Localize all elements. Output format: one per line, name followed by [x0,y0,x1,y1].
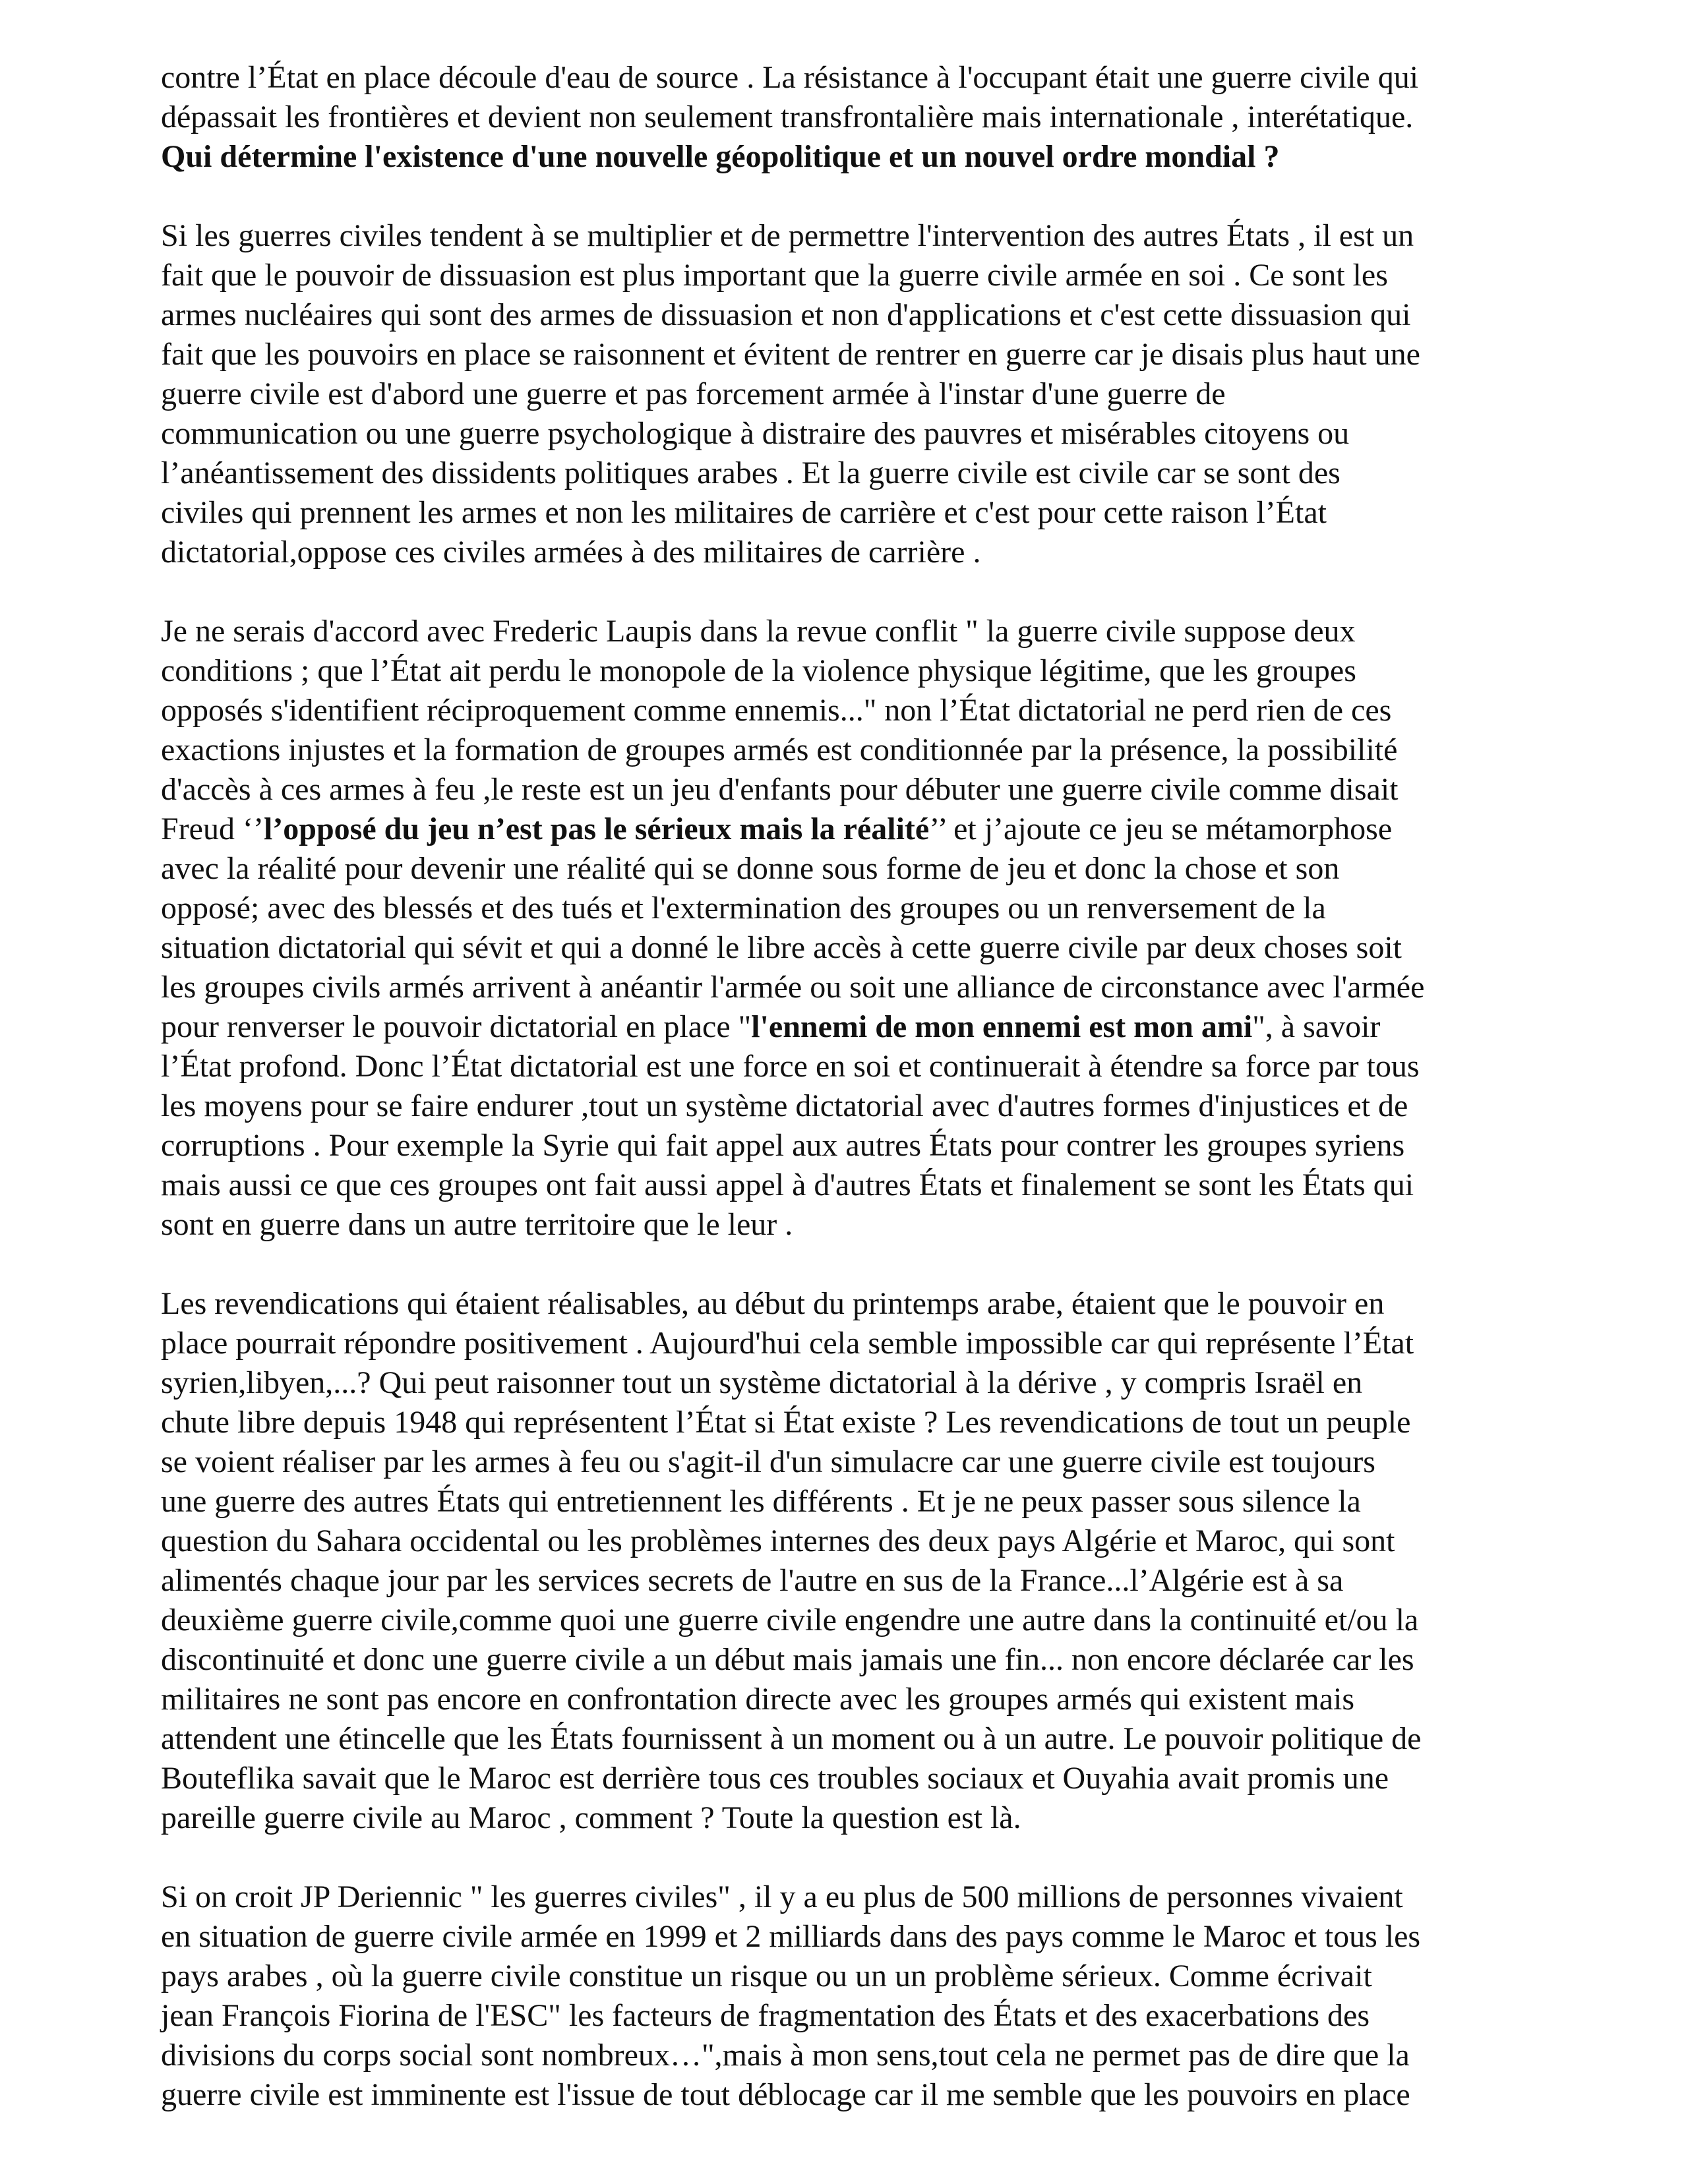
text-run: dictatorial,oppose ces civiles armées à des militaires de carrière . [161,535,981,570]
text-run: pour renverser le pouvoir dictatorial en place " [161,1009,752,1044]
text-line [161,1126,1535,1166]
text-run: fait que le pouvoir de dissuasion est plus important que la guerre civile armée en soi . Ce sont les [161,258,1388,293]
text-run: civiles qui prennent les armes et non les militaires de carrière et c'est pour cette raison l’État [161,495,1327,530]
text-run: les groupes civils armés arrivent à anéantir l'armée ou soit une alliance de circonstance avec l'armée [161,970,1425,1005]
text-run: opposés s'identifient réciproquement comme ennemis..." non l’État dictatorial ne perd rien de ces [161,693,1392,728]
text-line [161,1007,1535,1047]
text-run: Je ne serais d'accord avec Frederic Laupis dans la revue conflit " la guerre civile suppose deux [161,614,1356,649]
bold-text: l'ennemi de mon ennemi est mon ami [751,1009,1253,1044]
text-line [161,1047,1535,1086]
text-run: place pourrait répondre positivement . Aujourd'hui cela semble impossible car qui représente l’État [161,1326,1414,1361]
text-line [161,1917,1535,1957]
text-line [161,1086,1535,1126]
text-run: une guerre des autres États qui entretiennent les différents . Et je ne peux passer sous silence la [161,1484,1361,1519]
text-line [161,2036,1535,2075]
text-run: pays arabes , où la guerre civile constitue un risque ou un un problème sérieux. Comme écrivait [161,1959,1372,1993]
text-run: Freud ‘’ [161,812,264,846]
text-run: ’’ et j’ajoute ce jeu se métamorphose [929,812,1393,846]
paragraph [161,58,1535,177]
text-line [161,137,1535,177]
text-run: chute libre depuis 1948 qui représentent l’État si État existe ? Les revendications de tout un peuple [161,1405,1411,1440]
text-line [161,533,1535,572]
text-run: guerre civile est d'abord une guerre et pas forcement armée à l'instar d'une guerre de [161,376,1226,411]
text-run: deuxième guerre civile,comme quoi une guerre civile engendre une autre dans la continuité et/ou la [161,1603,1419,1638]
text-run: Bouteflika savait que le Maroc est derrière tous ces troubles sociaux et Ouyahia avait promis une [161,1761,1389,1796]
text-line [161,889,1535,928]
text-line [161,216,1535,256]
text-run: Les revendications qui étaient réalisables, au début du printemps arabe, étaient que le pouvoir en [161,1286,1385,1321]
text-line [161,1719,1535,1759]
paragraph [161,216,1535,572]
text-run: syrien,libyen,...? Qui peut raisonner tout un système dictatorial à la dérive , y compris Israël en [161,1365,1363,1400]
text-line [161,2075,1535,2115]
paragraph [161,1877,1535,2115]
text-line [161,1324,1535,1363]
text-line [161,414,1535,454]
text-line [161,335,1535,374]
text-run: se voient réaliser par les armes à feu ou s'agit-il d'un simulacre car une guerre civile est toujours [161,1444,1375,1479]
text-line [161,1521,1535,1561]
text-line [161,1877,1535,1917]
text-run: militaires ne sont pas encore en confrontation directe avec les groupes armés qui existent mais [161,1682,1355,1717]
text-run: question du Sahara occidental ou les problèmes internes des deux pays Algérie et Maroc, qui sont [161,1523,1395,1558]
text-line [161,58,1535,98]
text-line [161,1798,1535,1838]
text-run: attendent une étincelle que les États fournissent à un moment ou à un autre. Le pouvoir politique de [161,1721,1422,1756]
text-run: l’État profond. Donc l’État dictatorial est une force en soi et continuerait à étendre sa force par tous [161,1049,1420,1084]
text-line [161,1284,1535,1324]
text-run: pareille guerre civile au Maroc , comment ? Toute la question est là. [161,1800,1021,1835]
text-line [161,1482,1535,1521]
text-line [161,1561,1535,1601]
text-line [161,1442,1535,1482]
text-run: Si les guerres civiles tendent à se multiplier et de permettre l'intervention des autres États , il est un [161,218,1414,253]
text-line [161,1403,1535,1442]
text-run: les moyens pour se faire endurer ,tout un système dictatorial avec d'autres formes d'injustices et de [161,1088,1408,1123]
text-line [161,651,1535,691]
text-line [161,730,1535,770]
text-run: armes nucléaires qui sont des armes de dissuasion et non d'applications et c'est cette dissuasion qui [161,297,1411,332]
text-run: jean François Fiorina de l'ESC" les facteurs de fragmentation des États et des exacerbations des [161,1998,1370,2033]
text-run: guerre civile est imminente est l'issue de tout déblocage car il me semble que les pouvoirs en place [161,2077,1410,2112]
text-line [161,968,1535,1007]
text-run: en situation de guerre civile armée en 1999 et 2 milliards dans des pays comme le Maroc et tous les [161,1919,1421,1954]
text-line [161,1957,1535,1996]
text-run: l’anéantissement des dissidents politiques arabes . Et la guerre civile est civile car se sont des [161,456,1341,490]
text-run: sont en guerre dans un autre territoire que le leur . [161,1207,793,1242]
text-line [161,1640,1535,1680]
text-run: situation dictatorial qui sévit et qui a donné le libre accès à cette guerre civile par deux choses soit [161,930,1402,965]
text-line [161,493,1535,533]
text-line [161,374,1535,414]
bold-text: l’opposé du jeu n’est pas le sérieux mais la réalité [263,812,930,846]
text-line [161,1166,1535,1205]
text-line [161,1759,1535,1798]
text-run: ", à savoir [1252,1009,1381,1044]
text-run: fait que les pouvoirs en place se raisonnent et évitent de rentrer en guerre car je disais plus haut une [161,337,1420,372]
text-run: d'accès à ces armes à feu ,le reste est un jeu d'enfants pour débuter une guerre civile comme disait [161,772,1399,807]
text-line [161,810,1535,849]
text-line [161,98,1535,137]
text-run: mais aussi ce que ces groupes ont fait aussi appel à d'autres États et finalement se sont les États qui [161,1167,1414,1202]
text-line [161,454,1535,493]
text-line [161,1363,1535,1403]
text-line [161,849,1535,889]
text-run: communication ou une guerre psychologique à distraire des pauvres et misérables citoyens ou [161,416,1350,451]
text-line [161,1996,1535,2036]
text-run: conditions ; que l’État ait perdu le monopole de la violence physique légitime, que les groupes [161,653,1356,688]
text-run: opposé; avec des blessés et des tués et l'extermination des groupes ou un renversement de la [161,891,1326,926]
document-page [161,58,1535,2154]
text-line [161,770,1535,810]
text-run: divisions du corps social sont nombreux…",mais à mon sens,tout cela ne permet pas de dire que la [161,2038,1410,2073]
text-run: Si on croit JP Deriennic " les guerres civiles" , il y a eu plus de 500 millions de personnes vivaient [161,1879,1403,1914]
text-run: discontinuité et donc une guerre civile a un début mais jamais une fin... non encore déclarée car les [161,1642,1414,1677]
paragraph [161,1284,1535,1838]
bold-text: Qui détermine l'existence d'une nouvelle géopolitique et un nouvel ordre mondial ? [161,139,1280,174]
text-line [161,295,1535,335]
text-run: dépassait les frontières et devient non seulement transfrontalière mais internationale , interétatique. [161,100,1414,134]
text-run: corruptions . Pour exemple la Syrie qui fait appel aux autres États pour contrer les groupes syriens [161,1128,1405,1163]
text-run: exactions injustes et la formation de groupes armés est conditionnée par la présence, la possibilité [161,732,1398,767]
text-line [161,1601,1535,1640]
text-line [161,928,1535,968]
text-line [161,256,1535,295]
text-run: alimentés chaque jour par les services secrets de l'autre en sus de la France...l’Algérie est à sa [161,1563,1344,1598]
paragraph [161,612,1535,1245]
text-line [161,612,1535,651]
text-line [161,1205,1535,1245]
text-line [161,691,1535,730]
text-line [161,1680,1535,1719]
text-run: avec la réalité pour devenir une réalité qui se donne sous forme de jeu et donc la chose et son [161,851,1340,886]
text-run: contre l’État en place découle d'eau de source . La résistance à l'occupant était une guerre civile qui [161,60,1419,95]
